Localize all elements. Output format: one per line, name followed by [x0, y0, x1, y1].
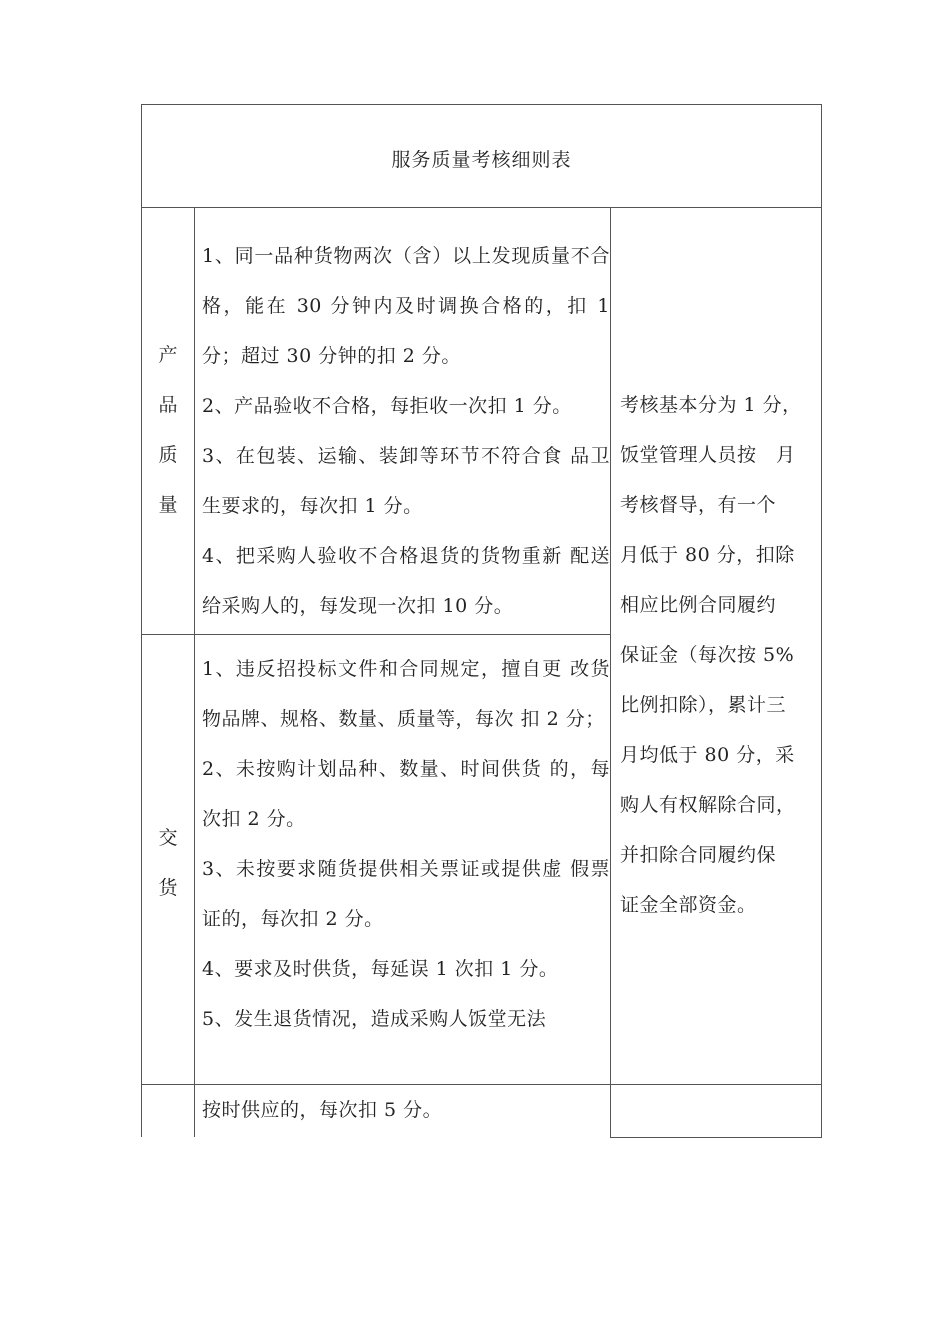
table-top-border — [141, 104, 822, 105]
title-row-bottom-border — [141, 207, 822, 208]
rules-product-quality — [202, 231, 610, 631]
note-line: 比例扣除），累计三 — [620, 694, 787, 716]
category-char: 量 — [158, 494, 178, 516]
note-line: 月均低于 80 分，采 — [620, 744, 795, 766]
rule-item: 1、违反招投标文件和合同规定，擅自更 改货物品牌、规格、数量、质量等，每次 扣 2 分； — [202, 658, 610, 730]
rule-item: 2、未按购计划品种、数量、时间供货 的，每次扣 2 分。 — [202, 758, 610, 830]
rules-delivery — [202, 644, 610, 1044]
category-char: 货 — [158, 877, 178, 899]
table-right-border — [821, 104, 822, 1138]
rule-item: 1、同一品种货物两次（含）以上发现质量不合格，能在 30 分钟内及时调换合格的，扣 1 分；超过 30 分钟的扣 2 分。 — [202, 245, 610, 367]
note-line: 月低于 80 分，扣除 — [620, 544, 795, 566]
section-divider — [141, 634, 610, 635]
note-line: 证金全部资金。 — [620, 894, 757, 916]
assessment-note — [620, 380, 816, 930]
table-left-border — [141, 104, 142, 1137]
rule-item: 2、产品验收不合格，每拒收一次扣 1 分。 — [202, 395, 572, 417]
category-char: 质 — [158, 444, 178, 466]
rule-item: 4、要求及时供货，每延误 1 次扣 1 分。 — [202, 958, 559, 980]
category-char: 品 — [158, 394, 178, 416]
rules-column-border — [610, 207, 611, 1138]
note-line: 考核督导，有一个 — [620, 494, 777, 516]
category-product-quality — [141, 330, 195, 530]
rule-item: 5、发生退货情况，造成采购人饭堂无法 — [202, 1008, 547, 1030]
rule-item: 3、在包装、运输、装卸等环节不符合食 品卫生要求的，每次扣 1 分。 — [202, 445, 610, 517]
category-char: 交 — [158, 827, 178, 849]
note-line: 考核基本分为 1 分， — [620, 394, 802, 416]
rule-item: 3、未按要求随货提供相关票证或提供虚 假票证的，每次扣 2 分。 — [202, 858, 610, 930]
table-title: 服务质量考核细则表 — [391, 149, 572, 171]
note-line: 购人有权解除合同， — [620, 794, 796, 816]
category-delivery — [141, 813, 195, 913]
note-line: 并扣除合同履约保 — [620, 844, 777, 866]
note-line: 保证金（每次按 5% — [620, 644, 795, 666]
note-line: 饭堂管理人员按 月 — [620, 444, 796, 466]
category-char: 产 — [158, 344, 178, 366]
rule-item: 4、把采购人验收不合格退货的货物重新 配送给采购人的，每发现一次扣 10 分。 — [202, 545, 610, 617]
rule-continuation: 按时供应的，每次扣 5 分。 — [202, 1099, 443, 1121]
note-cell-bottom-border — [610, 1137, 822, 1138]
note-line: 相应比例合同履约 — [620, 594, 777, 616]
